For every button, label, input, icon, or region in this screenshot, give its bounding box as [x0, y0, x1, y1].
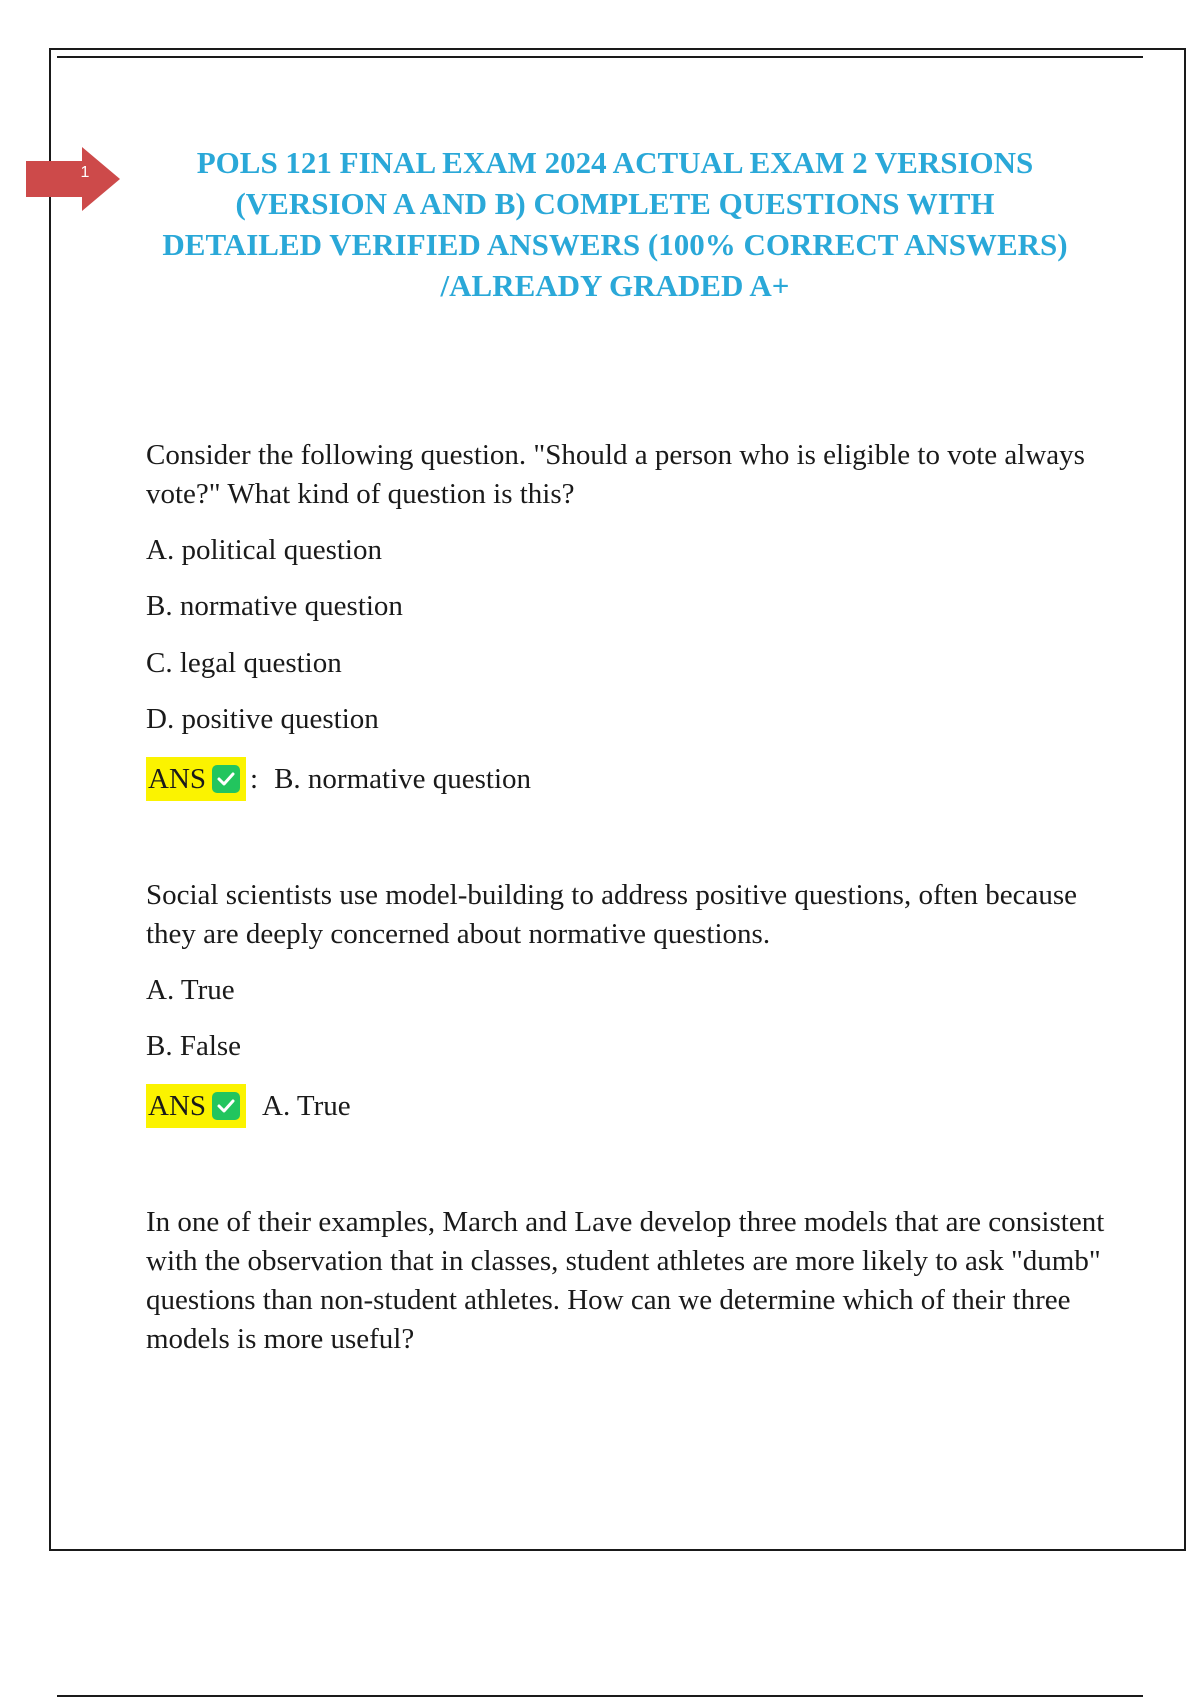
- bottom-rule: [57, 1695, 1143, 1697]
- question-2-answer: [146, 1084, 351, 1128]
- page-marker-number: 1: [80, 164, 90, 181]
- question-2-text: Social scientists use model-building to address positive questions, often because they are deeply concerned about normative questions.: [146, 879, 1078, 950]
- question-1-option-b: B. normative question: [146, 590, 403, 622]
- answer-highlight: [146, 1084, 246, 1128]
- answer-label: ANS: [148, 1089, 207, 1122]
- top-rule: [57, 56, 1143, 58]
- question-1-option-a: A. political question: [146, 534, 382, 566]
- question-1-answer: [146, 757, 531, 801]
- answer-separator: :: [250, 762, 259, 795]
- answer-label: ANS: [148, 762, 207, 795]
- question-1-option-d: D. positive question: [146, 703, 379, 735]
- question-2-option-b: B. False: [146, 1030, 242, 1062]
- question-2-option-a: A. True: [146, 974, 235, 1006]
- answer-text: B. normative question: [274, 762, 532, 795]
- title-line: DETAILED VERIFIED ANSWERS (100% CORRECT ANSWERS): [162, 227, 1068, 262]
- question-1-text: Consider the following question. "Should a person who is eligible to vote always vote?" What kind of question is this?: [146, 439, 1085, 510]
- document-title: [120, 142, 1110, 306]
- question-1-option-c: C. legal question: [146, 647, 342, 679]
- title-line: (VERSION A AND B) COMPLETE QUESTIONS WITH: [235, 186, 995, 221]
- check-box-icon: [212, 765, 240, 793]
- title-line: /ALREADY GRADED A+: [440, 268, 790, 303]
- check-box-icon: [212, 1092, 240, 1120]
- answer-highlight: [146, 757, 246, 801]
- answer-text: A. True: [262, 1089, 351, 1122]
- question-3-text: In one of their examples, March and Lave develop three models that are consistent with the observation that in classes, student athletes are more likely to ask "dumb" questions than non-student athletes. How can we determine which of their three models is more useful?: [146, 1206, 1105, 1355]
- page-marker[interactable]: [26, 147, 120, 211]
- title-line: POLS 121 FINAL EXAM 2024 ACTUAL EXAM 2 VERSIONS: [196, 145, 1034, 180]
